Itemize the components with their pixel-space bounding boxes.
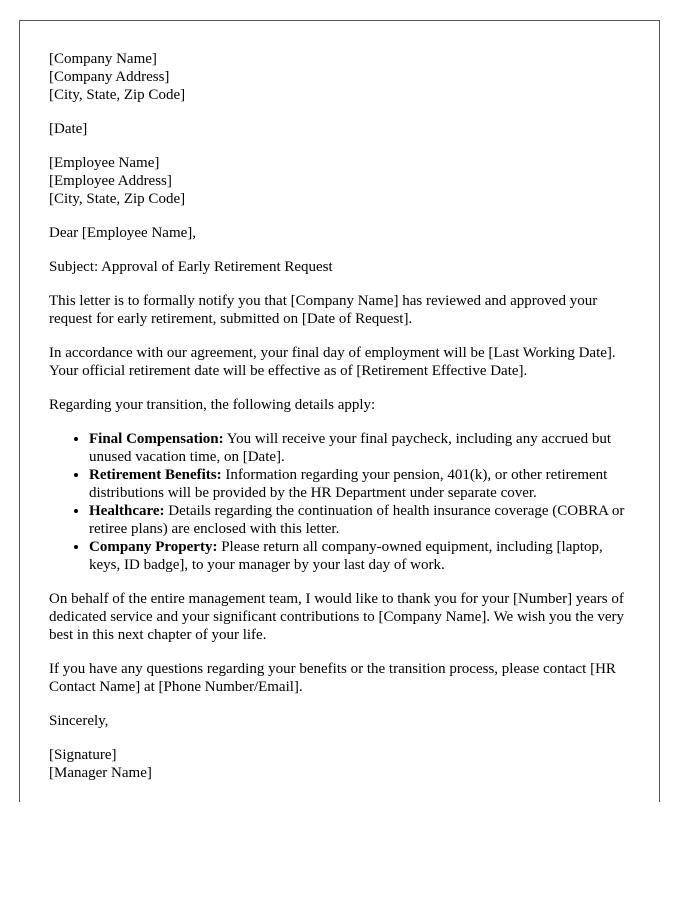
paragraph-transition-intro: Regarding your transition, the following details apply: [49, 397, 376, 413]
sender-company-address: [Company Address] [49, 69, 170, 85]
list-item-label: Final Compensation: [89, 431, 224, 447]
list-item-text: You will receive your final paycheck, including any accrued but unused vacation time, on [Date]. [89, 431, 611, 465]
signature: [Signature] [49, 747, 117, 763]
signature-block [49, 746, 631, 782]
list-item-final-compensation [89, 430, 631, 466]
list-item-label: Company Property: [89, 539, 218, 555]
recipient-name: [Employee Name] [49, 155, 160, 171]
list-item-healthcare [89, 502, 631, 538]
list-item-retirement-benefits [89, 466, 631, 502]
list-item-text: Details regarding the continuation of health insurance coverage (COBRA or retiree plans) are enclosed with this letter. [89, 503, 625, 537]
paragraph-contact: If you have any questions regarding your benefits or the transition process, please contact [HR Contact Name] at [Phone Number/Email]. [49, 661, 616, 695]
list-item-text: Information regarding your pension, 401(k), or other retirement distributions will be provided by the HR Department under separate cover. [89, 467, 608, 501]
recipient-address-line: [Employee Address] [49, 173, 172, 189]
list-item-label: Retirement Benefits: [89, 467, 222, 483]
paragraph-notification: This letter is to formally notify you that [Company Name] has reviewed and approved your request for early retirement, submitted on [Date of Request]. [49, 293, 598, 327]
sender-city-state-zip: [City, State, Zip Code] [49, 87, 186, 103]
manager-name: [Manager Name] [49, 765, 152, 781]
transition-details-list [49, 430, 631, 574]
salutation: Dear [Employee Name], [49, 225, 197, 241]
sign-off: Sincerely, [49, 713, 109, 729]
list-item-text: Please return all company-owned equipment, including [laptop, keys, ID badge], to your manager by your last day of work. [89, 539, 603, 573]
letter-page [19, 20, 660, 802]
letter-date: [Date] [49, 121, 88, 137]
paragraph-agreement: In accordance with our agreement, your final day of employment will be [Last Working Date]. Your official retirement date will be effective as of [Retirement Effective Date]. [49, 345, 616, 379]
recipient-address [49, 154, 631, 208]
recipient-city-state-zip: [City, State, Zip Code] [49, 191, 186, 207]
list-item-company-property [89, 538, 631, 574]
sender-company-name: [Company Name] [49, 51, 157, 67]
list-item-label: Healthcare: [89, 503, 165, 519]
paragraph-thanks: On behalf of the entire management team, I would like to thank you for your [Number] years of dedicated service and your significant contributions to [Company Name]. We wish you the very best in this next chapter of your life. [49, 591, 625, 643]
sender-address [49, 50, 631, 104]
subject-line: Subject: Approval of Early Retirement Request [49, 259, 333, 275]
letter-body [49, 50, 631, 798]
